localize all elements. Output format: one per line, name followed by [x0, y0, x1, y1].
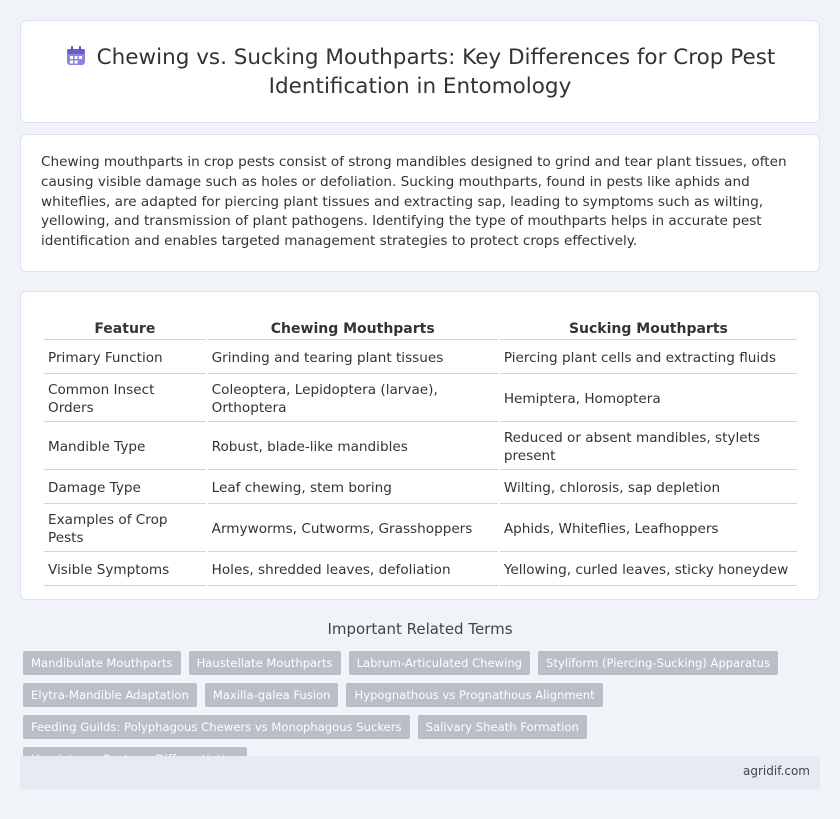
- row-feature: Visible Symptoms: [44, 554, 206, 586]
- row-feature: Primary Function: [44, 342, 206, 374]
- intro-paragraph: Chewing mouthparts in crop pests consist of strong mandibles designed to grind and tear plant tissues, often causing visible damage such as holes or defoliation. Sucking mouthparts, found in pests like aphids and whiteflies, are adapted for piercing plant tissues and extracting sap, leading to symptoms such as wilting, yellowing, and transmission of plant pathogens. Identifying the type of mouthparts helps in accurate pest identification and enables targeted management strategies to protect crops effectively.: [41, 154, 787, 250]
- row-chewing: Leaf chewing, stem boring: [208, 472, 498, 504]
- comparison-table: [42, 315, 799, 588]
- row-chewing: Armyworms, Cutworms, Grasshoppers: [208, 506, 498, 552]
- header-chewing: Chewing Mouthparts: [208, 317, 498, 340]
- related-term-tag[interactable]: Hypognathous vs Prognathous Alignment: [346, 683, 602, 707]
- title-card: [20, 20, 820, 123]
- page-title-block: [21, 43, 819, 101]
- row-chewing: Grinding and tearing plant tissues: [208, 342, 498, 374]
- table-row: [44, 342, 797, 374]
- related-terms-heading: Important Related Terms: [327, 620, 513, 638]
- related-term-tag[interactable]: Maxilla-galea Fusion: [205, 683, 339, 707]
- table-row: [44, 472, 797, 504]
- table-row: [44, 376, 797, 422]
- related-term-tag[interactable]: Feeding Guilds: Polyphagous Chewers vs Monophagous Suckers: [23, 715, 410, 739]
- table-row: [44, 506, 797, 552]
- row-chewing: Coleoptera, Lepidoptera (larvae), Orthoptera: [208, 376, 498, 422]
- calendar-icon: [65, 45, 87, 67]
- row-sucking: Yellowing, curled leaves, sticky honeydew: [500, 554, 797, 586]
- row-feature: Common Insect Orders: [44, 376, 206, 422]
- header-feature: Feature: [44, 317, 206, 340]
- row-chewing: Robust, blade-like mandibles: [208, 424, 498, 470]
- related-term-tag[interactable]: Haustellate Mouthparts: [189, 651, 341, 675]
- table-row: [44, 424, 797, 470]
- row-sucking: Piercing plant cells and extracting fluids: [500, 342, 797, 374]
- row-feature: Damage Type: [44, 472, 206, 504]
- intro-card: [20, 134, 820, 272]
- site-link[interactable]: agridif.com: [743, 764, 810, 778]
- row-sucking: Aphids, Whiteflies, Leafhoppers: [500, 506, 797, 552]
- related-term-tag[interactable]: Labrum-Articulated Chewing: [349, 651, 530, 675]
- row-feature: Examples of Crop Pests: [44, 506, 206, 552]
- comparison-card: [20, 291, 820, 600]
- row-sucking: Hemiptera, Homoptera: [500, 376, 797, 422]
- table-row: [44, 554, 797, 586]
- related-term-tag[interactable]: Mandibulate Mouthparts: [23, 651, 181, 675]
- row-sucking: Wilting, chlorosis, sap depletion: [500, 472, 797, 504]
- table-header-row: [44, 317, 797, 340]
- related-term-tag[interactable]: Styliform (Piercing-Sucking) Apparatus: [538, 651, 778, 675]
- row-feature: Mandible Type: [44, 424, 206, 470]
- related-term-tag[interactable]: Elytra-Mandible Adaptation: [23, 683, 197, 707]
- related-term-tag[interactable]: Salivary Sheath Formation: [418, 715, 587, 739]
- row-chewing: Holes, shredded leaves, defoliation: [208, 554, 498, 586]
- row-sucking: Reduced or absent mandibles, stylets present: [500, 424, 797, 470]
- header-sucking: Sucking Mouthparts: [500, 317, 797, 340]
- page-title: Chewing vs. Sucking Mouthparts: Key Differences for Crop Pest Identification in Entomology: [96, 45, 776, 99]
- footer-bar: [20, 756, 820, 789]
